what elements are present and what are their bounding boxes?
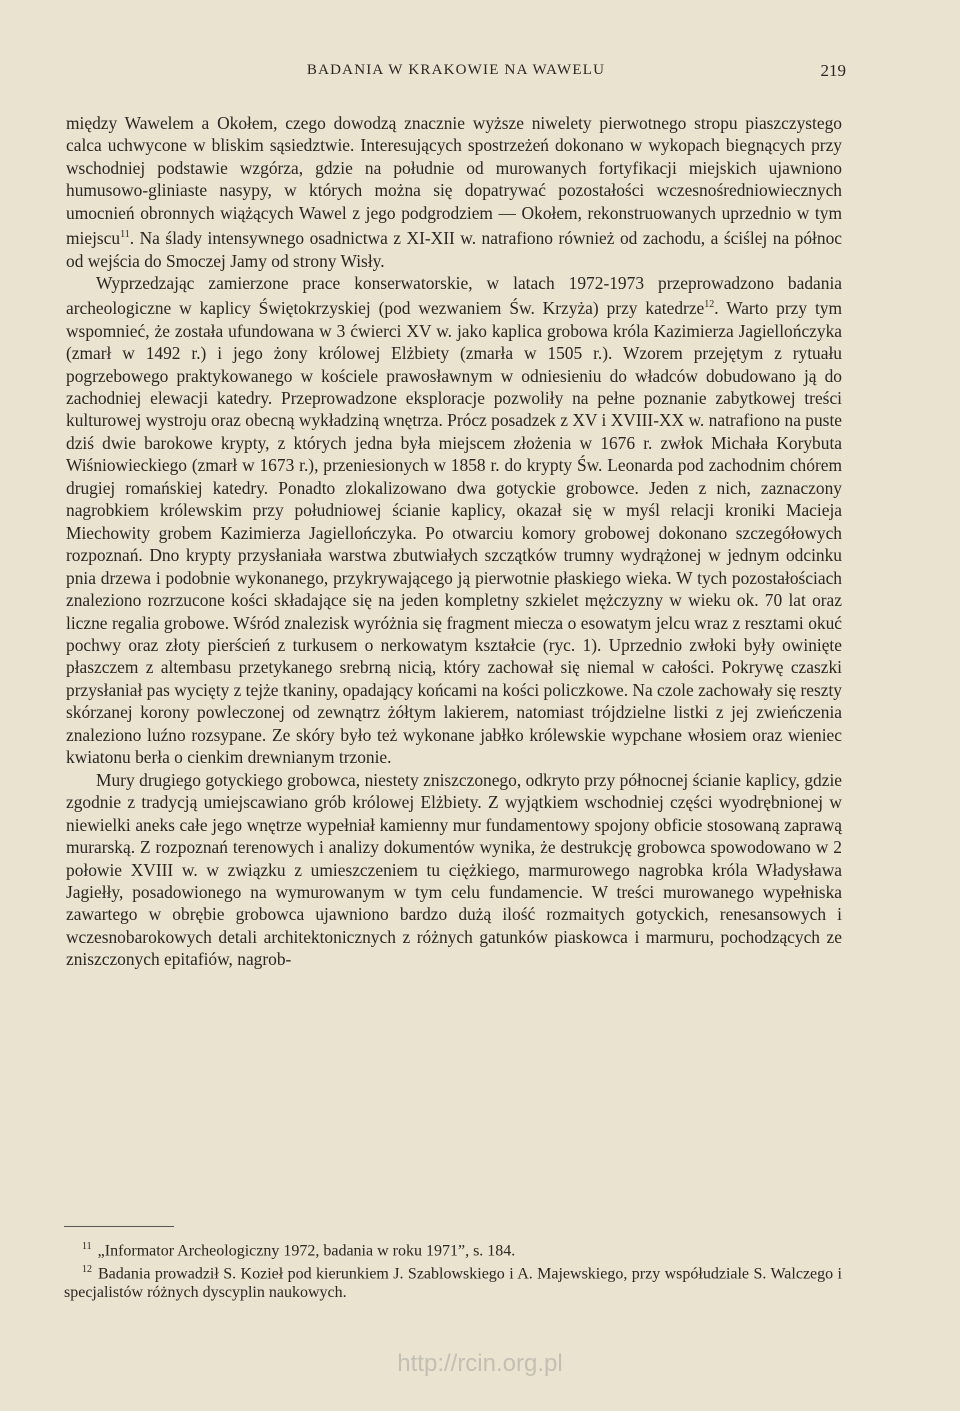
- paragraph-3: [66, 769, 842, 971]
- watermark-url: http://rcin.org.pl: [397, 1350, 563, 1377]
- footnote-text: „Informator Archeologiczny 1972, badania w roku 1971”, s. 184.: [97, 1242, 516, 1260]
- footnote-mark: 11: [82, 1241, 92, 1252]
- footnote-ref-11: 11: [120, 229, 130, 241]
- footnote-divider: [64, 1226, 174, 1227]
- body-text: [66, 112, 842, 971]
- footnote-11: [82, 1238, 842, 1261]
- footnote-ref-12: 12: [704, 299, 715, 311]
- paragraph-1-end: . Na ślady intensywnego osadnictwa z XI-XII w. natrafiono również od zachodu, a ściślej na północ od wejścia do Smoczej Jamy od strony Wisły.: [66, 228, 842, 271]
- paragraph-2-text-a: Wyprzedzając zamierzone prace konserwatorskie, w latach 1972-1973 przeprowadzono badania archeologiczne w kaplicy Świętokrzyskiej (pod wezwaniem Św. Krzyża) przy katedrze: [66, 272, 842, 319]
- paragraph-3-text: Mury drugiego gotyckiego grobowca, niestety zniszczonego, odkryto przy północnej ścianie kaplicy, gdzie zgodnie z tradycją umiejscawiano grób królowej Elżbiety. Z wyjątkiem wschodniej części wyodrębnionej w niewielki aneks całe jego wnętrze wypełniał kamienny mur fundamentowy spojony obficie stosowaną zaprawą murarską. Z rozpoznań terenowych i analizy dokumentów wynika, że destrukcję grobowca spowodowano w 2 połowie XVIII w. w związku z umieszczeniem tu ciężkiego, marmurowego nagrobka króla Władysława Jagiełły, posadowionego na wymurowanym w tym celu fundamencie. W treści murowanego wypełniska zawartego w obrębie grobowca ujawniono bardzo dużą ilość rozmaitych gotyckich, renesansowych i wczesnobarokowych detali architektonicznych z różnych gatunków piaskowca i marmuru, pochodzących ze zniszczonych epitafiów, nagrob-: [66, 769, 842, 970]
- page-number: 219: [820, 61, 846, 80]
- running-head: BADANIA W KRAKOWIE NA WAWELU: [306, 62, 606, 78]
- footnote-12: [64, 1261, 842, 1302]
- paragraph-2: [66, 272, 842, 769]
- paragraph-1-text: między Wawelem a Okołem, czego dowodzą znacznie wyższe niwelety pierwotnego stropu piaszczystego calca uchwycone w bliskim sąsiedztwie. Interesujących spostrzeżeń dokonano w wykopach biegnących przy wschodniej podstawie wzgórza, gdzie na południe od murowanych fortyfikacji miejskich ujawniono humusowo-gliniaste nasypy, w których można się dopatrywać pozostałości wczesnośredniowiecznych umocnień obronnych wiążących Wawel z jego podgrodziem — Okołem, rekonstruowanych uprzednio w tym miejscu: [66, 113, 842, 249]
- page-header: [66, 62, 846, 86]
- footnote-mark: 12: [82, 1263, 92, 1275]
- footnote-text: Badania prowadził S. Kozieł pod kierunkiem J. Szablowskiego i A. Majewskiego, przy współudziale S. Walczego i specjalistów różnych dyscyplin naukowych.: [64, 1265, 842, 1301]
- footnotes: [64, 1238, 842, 1302]
- paragraph-1: [66, 112, 842, 272]
- paragraph-2-text-b: . Warto przy tym wspomnieć, że została ufundowana w 3 ćwierci XV w. jako kaplica grobowa króla Kazimierza Jagiellończyka (zmarł w 1492 r.) i jego żony królowej Elżbiety (zmarła w 1505 r.). Wzorem przejętym z rytuału pogrzebowego praktykowanego w kościele prawosławnym w odniesieniu do władców dobudowano ją do zachodniej elewacji katedry. Przeprowadzone eksploracje pozwoliły na pełne poznanie zabytkowej treści kulturowej wystroju oraz obecną wykładziną wnętrza. Prócz posadzek z XV i XVIII-XX w. natrafiono na puste dziś dwie barokowe krypty, z których jedna była miejscem złożenia w 1676 r. zwłok Michała Korybuta Wiśniowieckiego (zmarł w 1673 r.), przeniesionych w 1858 r. do krypty Św. Leonarda pod zachodnim chórem drugiej romańskiej katedry. Ponadto zlokalizowano dwa gotyckie grobowce. Jeden z nich, zaznaczony nagrobkiem królewskim przy południowej ścianie kaplicy, okazał się w myśl relacji kroniki Macieja Miechowity grobem Kazimierza Jagiellończyka. Po otwarciu komory grobowej dokonano szczegółowych rozpoznań. Dno krypty przysłaniała warstwa zbutwiałych szczątków trumny wydrążonej w jednym odcinku pnia drzewa i podobnie wykonanego, przykrywającego ją pierwotnie płaskiego wieka. W tych pozostałościach znaleziono rozrzucone kości składające się na jeden kompletny szkielet mężczyzny w wieku ok. 70 lat oraz liczne regalia grobowe. Wśród znalezisk wyróżnia się fragment miecza o esowatym jelcu wraz z resztami okuć pochwy oraz złoty pierścień z turkusem o nerkowatym kształcie (ryc. 1). Uprzednio zwłoki były owinięte płaszczem z altembasu przetykanego srebrną nicią, który zachował się niemal w całości. Pokrywę czaszki przysłaniał pas wycięty z tejże tkaniny, opadający końcami na kości policzkowe. Na czole zachowały się reszty skórzanej korony powleczonej od zewnątrz żółtym lakierem, natomiast trójdzielne listki z jej zwieńczenia znaleziono luźno rozsypane. Ze skóry było też wykonane jabłko królewskie wypchane włosiem oraz wieniec kwiatonu berła o cienkim drewnianym trzonie.: [66, 298, 842, 768]
